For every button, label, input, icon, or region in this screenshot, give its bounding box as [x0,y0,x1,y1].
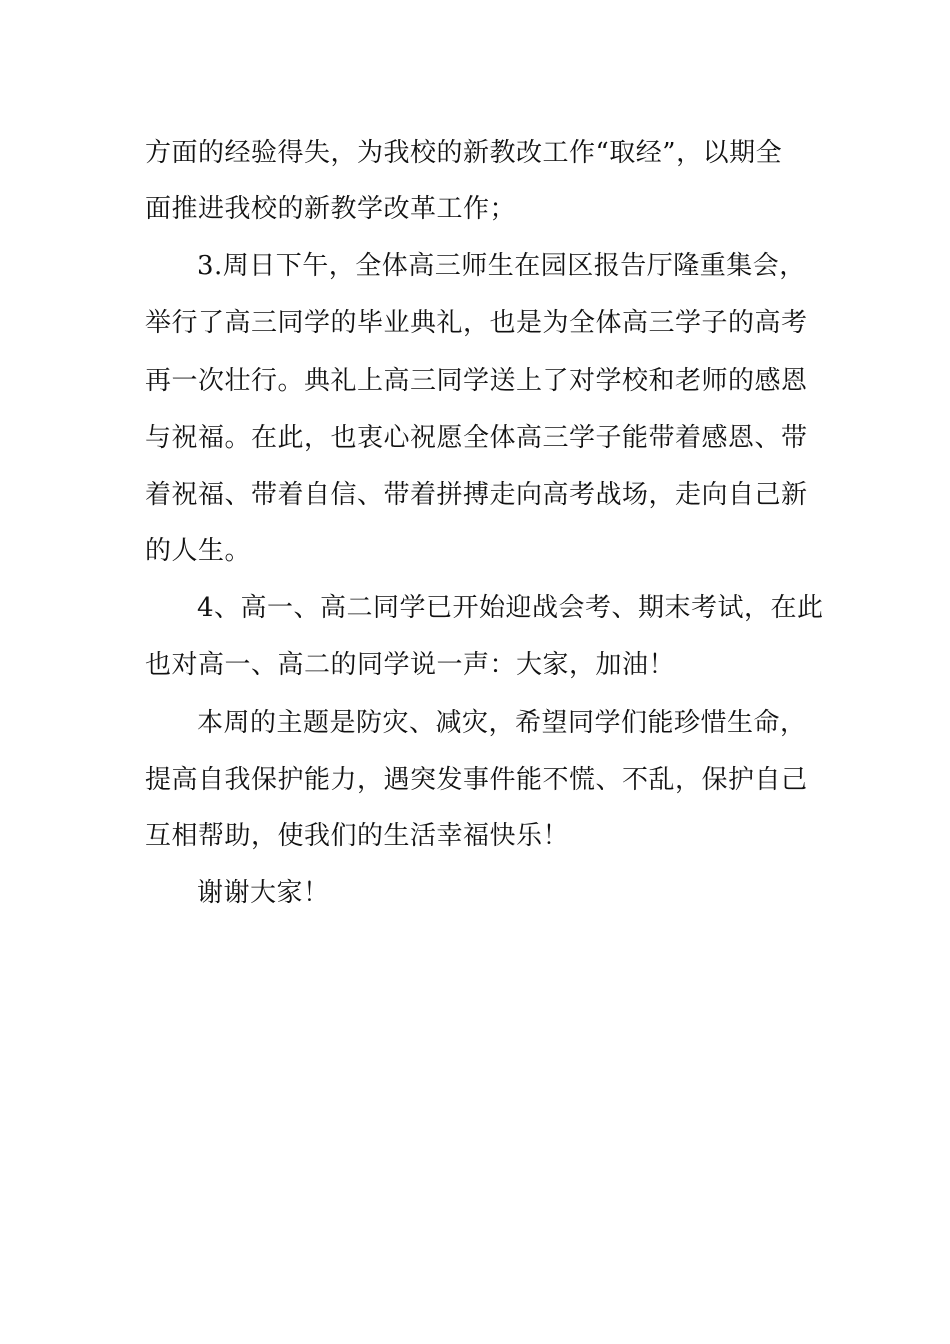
closing-line: 谢谢大家！ [197,878,330,908]
paragraph-start-line: 本周的主题是防灾、减灾，希望同学们能珍惜生命， [197,708,807,738]
text-line: 举行了高三同学的毕业典礼，也是为全体高三学子的高考 [145,308,808,338]
text-line: 面推进我校的新教学改革工作； [145,194,517,224]
text-line: 提高自我保护能力，遇突发事件能不慌、不乱，保护自己 [145,765,808,795]
text-line: 也对高一、高二的同学说一声：大家，加油！ [145,650,676,680]
text-line: 方面的经验得失，为我校的新教改工作“取经”，以期全 [145,138,783,168]
text-line: 互相帮助，使我们的生活幸福快乐！ [145,821,570,851]
text-line: 再一次壮行。典礼上高三同学送上了对学校和老师的感恩 [145,366,808,396]
paragraph-start-line: 4、高一、高二同学已开始迎战会考、期末考试，在此 [197,593,824,623]
text-line: 与祝福。在此，也衷心祝愿全体高三学子能带着感恩、带 [145,423,808,453]
paragraph-start-line: 3.周日下午，全体高三师生在园区报告厅隆重集会， [197,251,806,281]
text-line: 的人生。 [145,536,252,566]
text-line: 着祝福、带着自信、带着拼搏走向高考战场，走向自己新 [145,480,808,510]
